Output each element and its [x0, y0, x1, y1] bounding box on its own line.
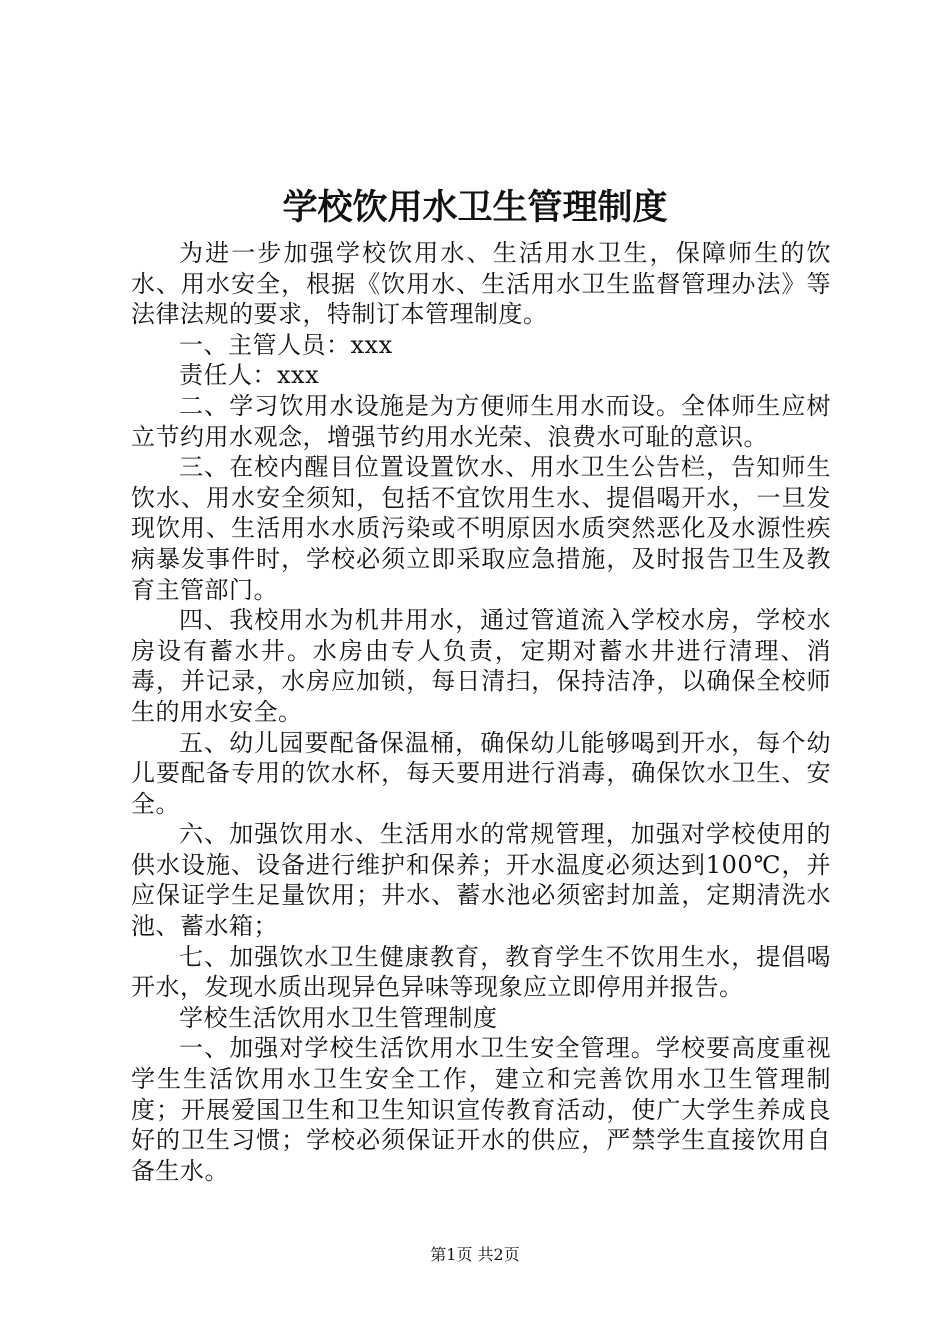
paragraph-item-3: 三、在校内醒目位置设置饮水、用水卫生公告栏，告知师生饮水、用水安全须知，包括不宜饮用生水、提倡喝开水，一旦发现饮用、生活用水水质污染或不明原因水质突然恶化及水源性疾病暴发事件时，学校必须立即采取应急措施，及时报告卫生及教育主管部门。 [131, 453, 831, 604]
paragraph-intro: 为进一步加强学校饮用水、生活用水卫生，保障师生的饮水、用水安全，根据《饮用水、生活用水卫生监督管理办法》等法律法规的要求，特制订本管理制度。 [131, 239, 831, 329]
page-number-footer: 第1页 共2页 [430, 1245, 520, 1264]
document-body [131, 238, 831, 1186]
paragraph-responsible-person: 责任人：xxx [179, 361, 320, 390]
paragraph-item-6: 六、加强饮用水、生活用水的常规管理，加强对学校使用的供水设施、设备进行维护和保养；开水温度必须达到100℃，并应保证学生足量饮用；井水、蓄水池必须密封加盖，定期清洗水池、蓄水箱； [131, 820, 831, 941]
paragraph-section-item-1: 一、加强对学校生活饮用水卫生安全管理。学校要高度重视学生生活饮用水卫生安全工作，建立和完善饮用水卫生管理制度；开展爱国卫生和卫生知识宣传教育活动，使广大学生养成良好的卫生习惯；学校必须保证开水的供应，严禁学生直接饮用自备生水。 [131, 1034, 831, 1185]
paragraph-item-7: 七、加强饮水卫生健康教育，教育学生不饮用生水，提倡喝开水，发现水质出现异色异味等现象应立即停用并报告。 [131, 942, 831, 1002]
section-heading: 学校生活饮用水卫生管理制度 [179, 1003, 498, 1032]
paragraph-supervisor: 一、主管人员：xxx [179, 330, 393, 359]
paragraph-item-2: 二、学习饮用水设施是为方便师生用水而设。全体师生应树立节约用水观念，增强节约用水光荣、浪费水可耻的意识。 [131, 391, 831, 451]
document-title: 学校饮用水卫生管理制度 [282, 187, 668, 228]
paragraph-item-4: 四、我校用水为机井用水，通过管道流入学校水房，学校水房设有蓄水井。水房由专人负责，定期对蓄水井进行清理、消毒，并记录，水房应加锁，每日清扫，保持洁净，以确保全校师生的用水安全。 [131, 606, 831, 726]
paragraph-item-5: 五、幼儿园要配备保温桶，确保幼儿能够喝到开水，每个幼儿要配备专用的饮水杯，每天要用进行消毒，确保饮水卫生、安全。 [131, 728, 831, 818]
